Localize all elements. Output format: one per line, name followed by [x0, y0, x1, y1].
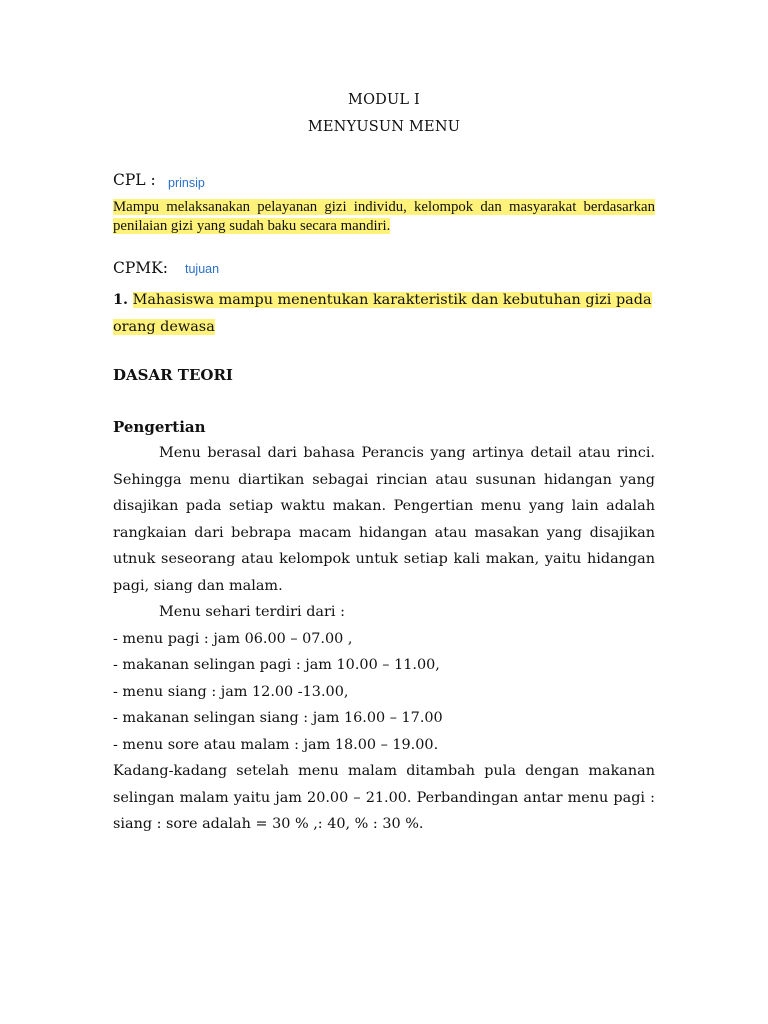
meal-time-list	[113, 626, 655, 759]
cpmk-note: tujuan	[185, 262, 220, 276]
definition-paragraph: Menu berasal dari bahasa Perancis yang artinya detail atau rinci. Sehingga menu diartikan sebagai rincian atau susunan hidangan yang disajikan pada setiap waktu makan. Pengertian menu yang lain adalah rangkaian dari bebrapa macam hidangan atau masakan yang disajikan utnuk seseorang atau kelompok untuk setiap kali makan, yaitu hidangan pagi, siang dan malam.	[113, 445, 655, 594]
list-item: - makanan selingan pagi : jam 10.00 – 11.00,	[113, 657, 440, 673]
cpmk-item-text: Mahasiswa mampu menentukan karakteristik dan kebutuhan gizi pada orang dewasa	[113, 292, 652, 335]
list-item: - menu pagi : jam 06.00 – 07.00 ,	[113, 630, 353, 647]
cpl-note: prinsip	[168, 176, 205, 190]
subsection-heading: Pengertian	[113, 418, 206, 436]
cpl-highlighted-text: Mampu melaksanakan pelayanan gizi individu, kelompok dan masyarakat berdasarkan penilaian gizi yang sudah baku secara mandiri.	[113, 199, 655, 234]
body-text	[113, 440, 655, 838]
list-intro: Menu sehari terdiri dari :	[159, 604, 345, 620]
ratio-paragraph: Kadang-kadang setelah menu malam ditambah pula dengan makanan selingan malam yaitu jam 20.00 – 21.00. Perbandingan antar menu pagi : siang : sore adalah = 30 % ,: 40, % : 30 %.	[113, 763, 655, 832]
cpmk-item-number: 1.	[113, 291, 129, 308]
cpmk-item	[113, 286, 658, 341]
cpl-label: CPL :	[113, 171, 156, 189]
module-number-title: MODUL I	[348, 92, 420, 108]
list-item: - menu sore atau malam : jam 18.00 – 19.00.	[113, 736, 439, 753]
cpl-text	[113, 198, 655, 236]
section-heading: DASAR TEORI	[113, 366, 233, 384]
cpmk-label: CPMK:	[113, 259, 168, 277]
list-item: - menu siang : jam 12.00 -13.00,	[113, 683, 349, 700]
list-item: - makanan selingan siang : jam 16.00 – 17.00	[113, 710, 443, 726]
module-title: MENYUSUN MENU	[307, 119, 461, 135]
